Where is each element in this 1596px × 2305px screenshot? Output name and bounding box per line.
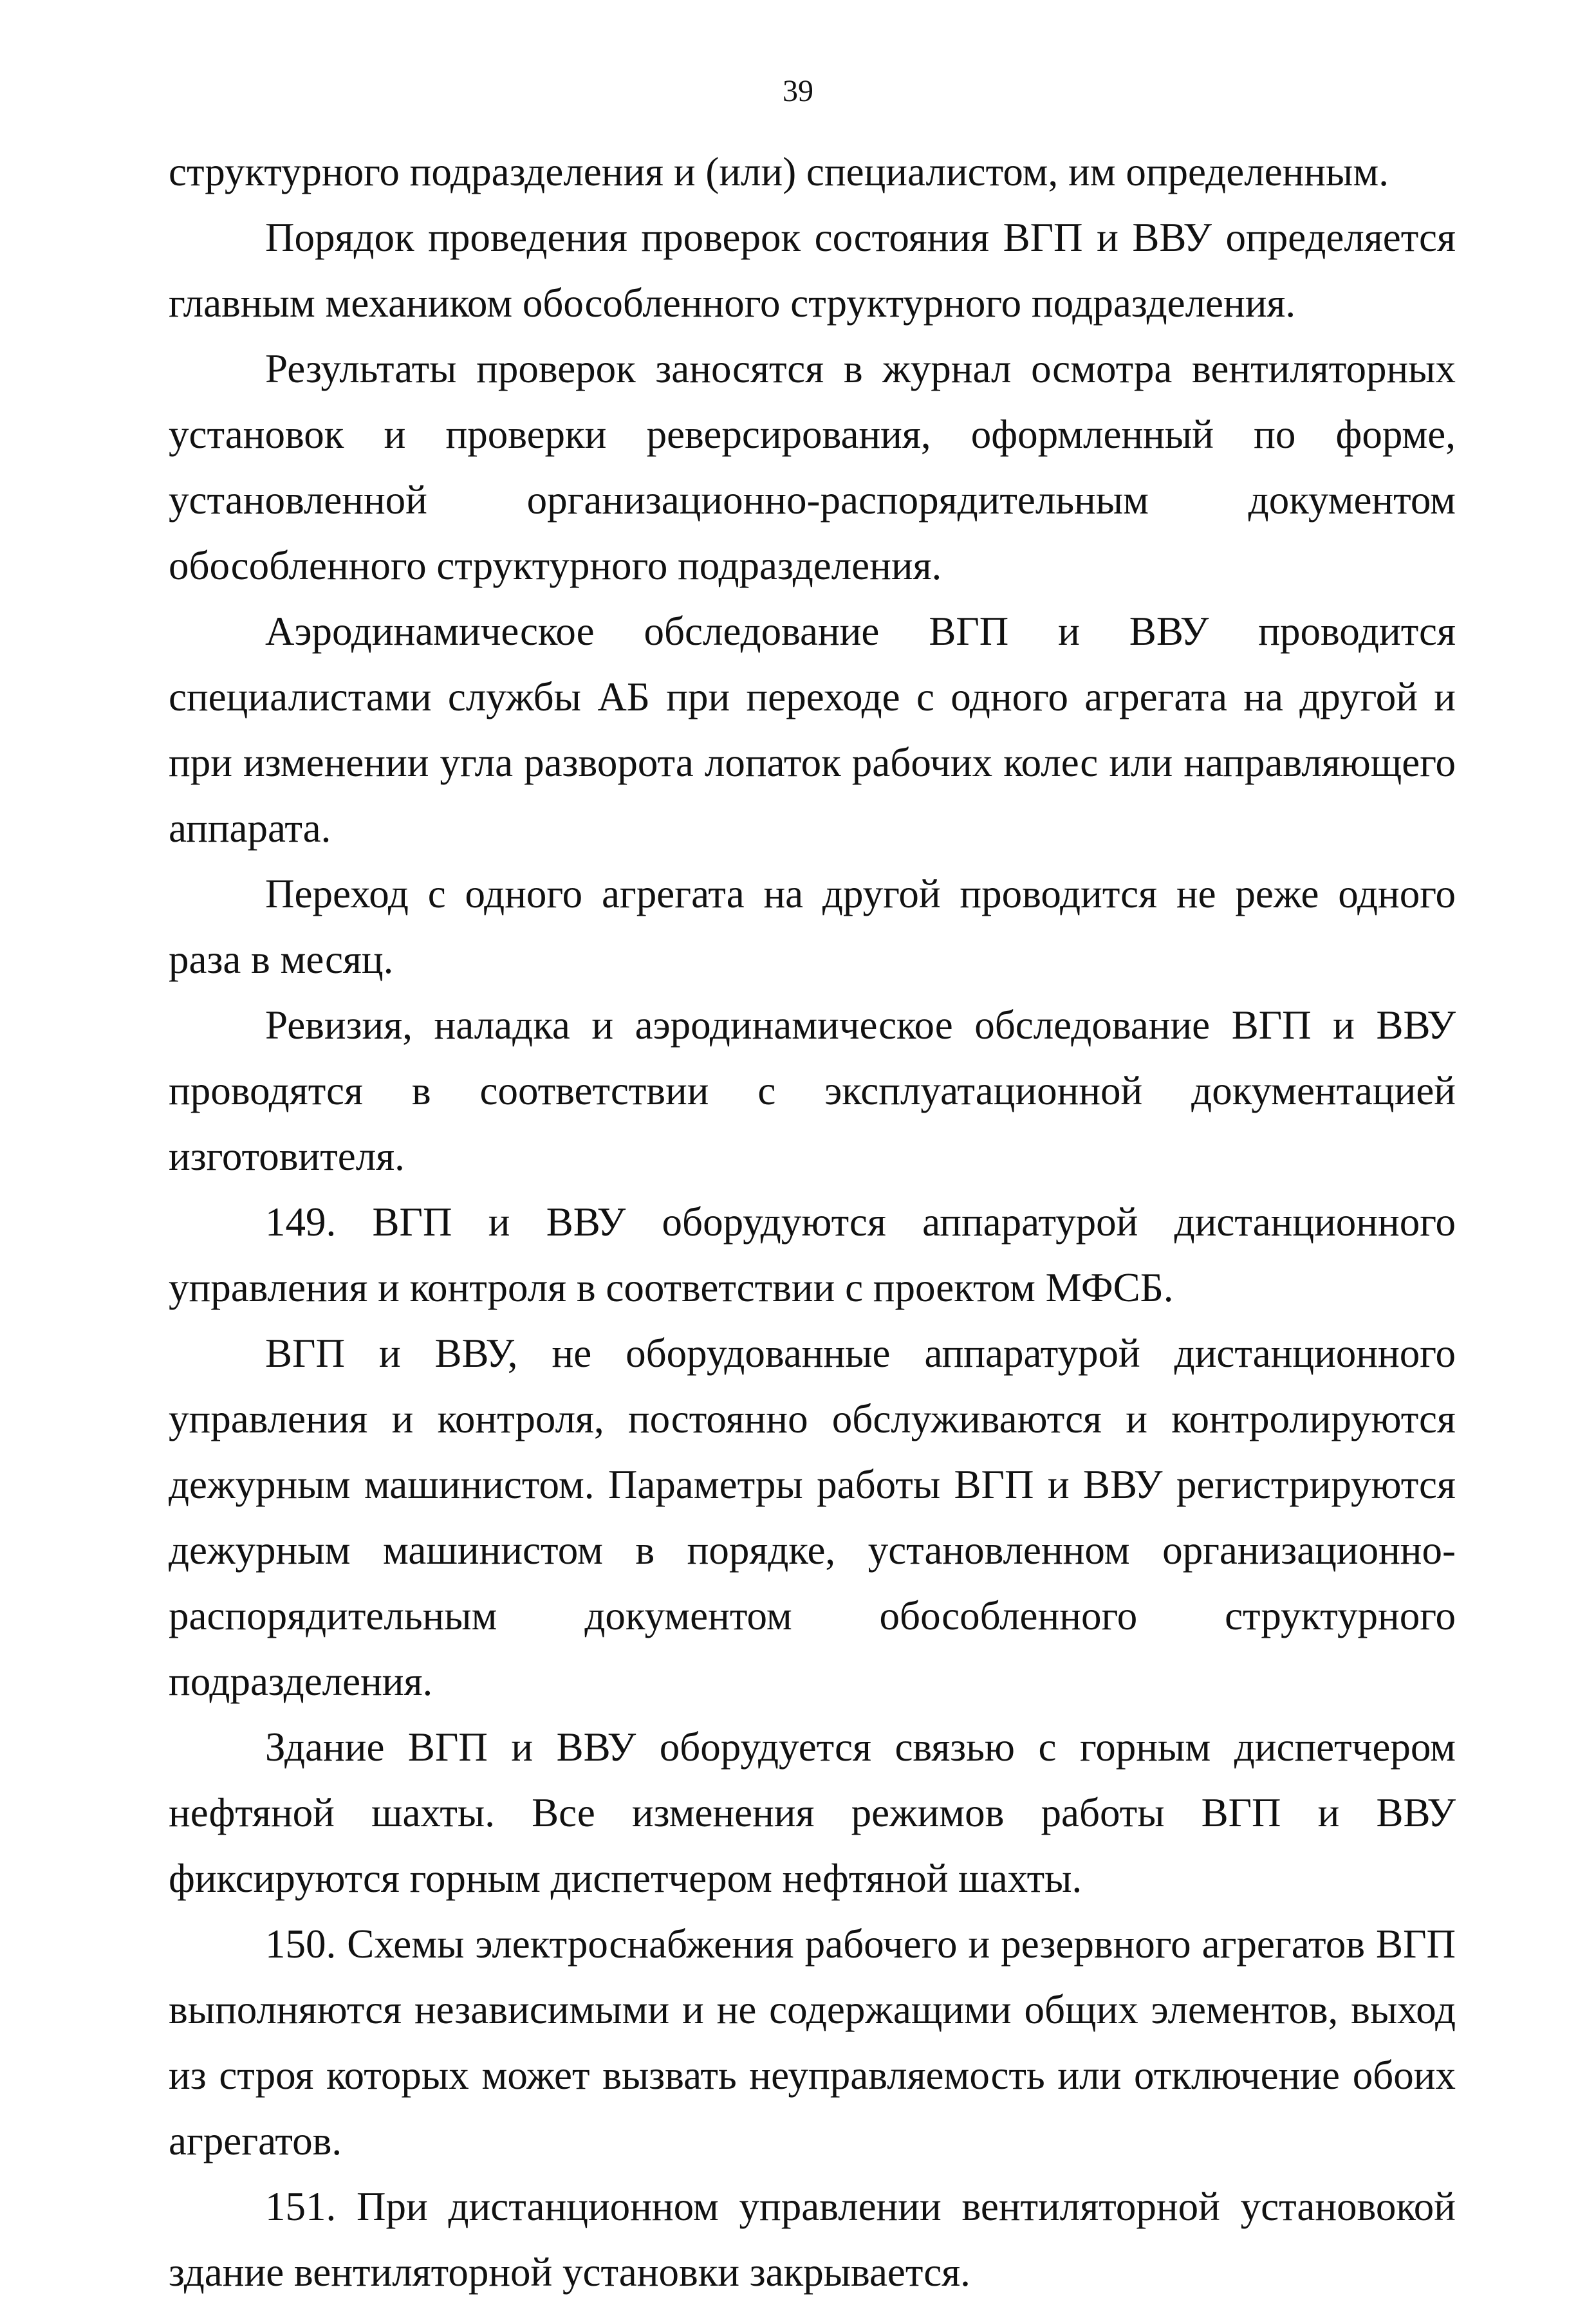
- paragraph-revision: Ревизия, наладка и аэродинамическое обследование ВГП и ВВУ проводятся в соответствии с эксплуатационной документацией изготовителя.: [169, 1003, 1456, 1179]
- paragraph-unit-switchover: Переход с одного агрегата на другой проводится не реже одного раза в месяц.: [169, 871, 1456, 982]
- paragraph-unequipped-units: ВГП и ВВУ, не оборудованные аппаратурой дистанционного управления и контроля, постоянно обслуживаются и контролируются дежурным машинистом. Параметры работы ВГП и ВВУ регистрируются дежурным машинистом в порядке, установленном организационно-распорядительным документом обособленного структурного подразделения.: [169, 1331, 1456, 1704]
- paragraph-inspection-procedure: Порядок проведения проверок состояния ВГП и ВВУ определяется главным механиком обособленного структурного подразделения.: [169, 215, 1456, 326]
- paragraph-item-149: 149. ВГП и ВВУ оборудуются аппаратурой дистанционного управления и контроля в соответствии с проектом МФСБ.: [169, 1199, 1456, 1310]
- paragraph-aerodynamic-survey: Аэродинамическое обследование ВГП и ВВУ проводится специалистами службы АБ при переходе с одного агрегата на другой и при изменении угла разворота лопаток рабочих колес или направляющего аппарата.: [169, 609, 1456, 851]
- paragraph-continuation: структурного подразделения и (или) специалистом, им определенным.: [169, 149, 1389, 194]
- paragraph-dispatcher-link: Здание ВГП и ВВУ оборудуется связью с горным диспетчером нефтяной шахты. Все изменения режимов работы ВГП и ВВУ фиксируются горным диспетчером нефтяной шахты.: [169, 1725, 1456, 1901]
- paragraph-item-151: 151. При дистанционном управлении вентиляторной установокой здание вентиляторной установки закрывается.: [169, 2184, 1456, 2295]
- page-number: 39: [783, 74, 813, 108]
- document-body: [169, 139, 1456, 2305]
- paragraph-inspection-results: Результаты проверок заносятся в журнал осмотра вентиляторных установок и проверки реверсирования, оформленный по форме, установленной организационно-распорядительным документом обособленного структурного подразделения.: [169, 346, 1456, 588]
- paragraph-item-150: 150. Схемы электроснабжения рабочего и резервного агрегатов ВГП выполняются независимыми и не содержащими общих элементов, выход из строя которых может вызвать неуправляемость или отключение обоих агрегатов.: [169, 1921, 1456, 2163]
